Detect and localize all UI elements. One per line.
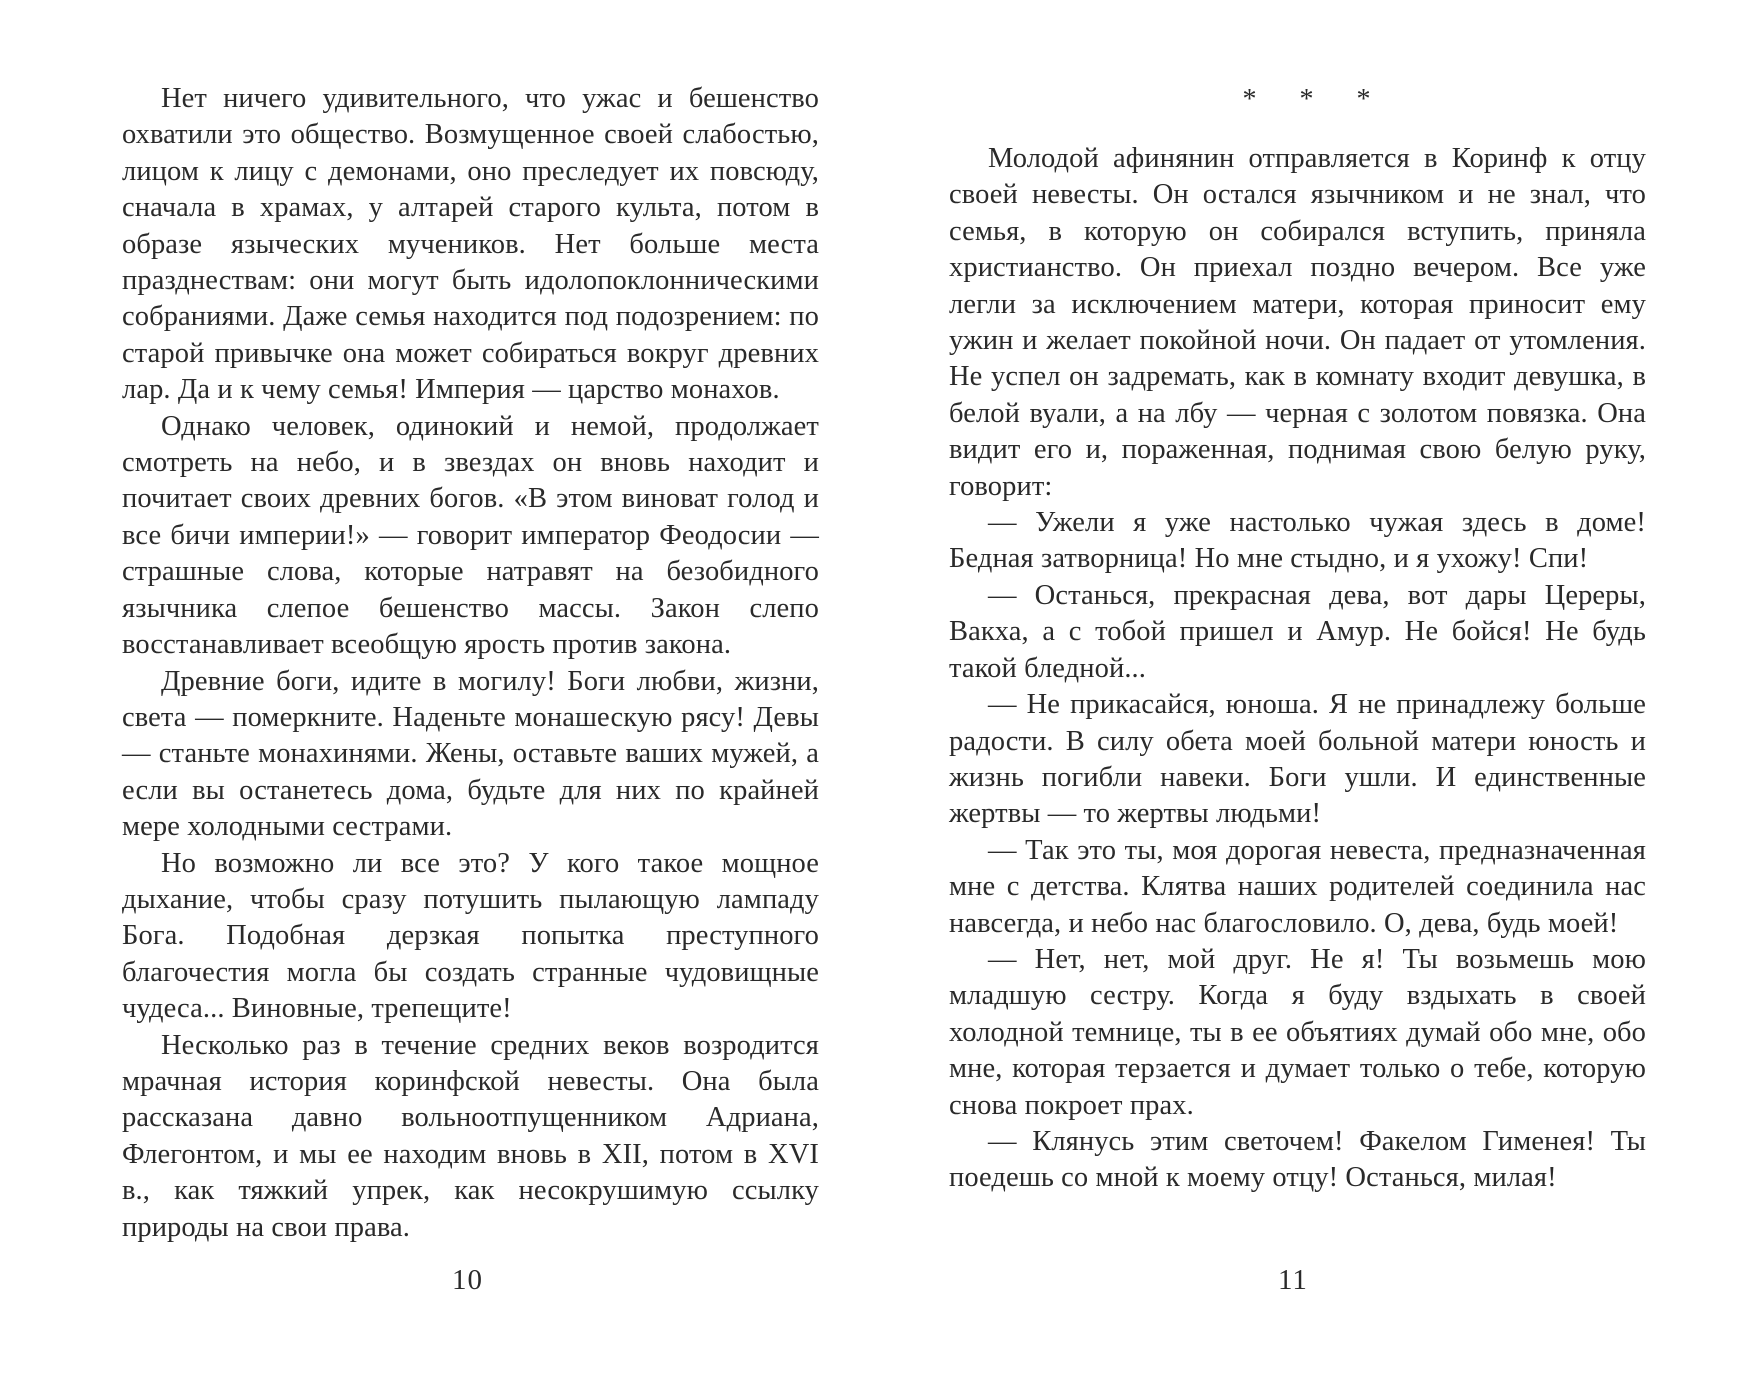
paragraph: Но возможно ли все это? У кого такое мощное дыхание, чтобы сразу потушить пылающую лампаду Бога. Подобная дерзкая попытка преступного благочестия могла бы создать странные чудовищные чудеса... Виновные, трепещите! <box>122 847 819 1025</box>
paragraph: — Не прикасайся, юноша. Я не принадлежу больше радости. В силу обета моей больной матери юность и жизнь погибли навеки. Боги ушли. И единственные жертвы — то жертвы людьми! <box>949 689 1646 830</box>
page-number: 10 <box>452 1264 483 1296</box>
paragraph: — Клянусь этим светочем! Факелом Гименея! Ты поедешь со мной к моему отцу! Останься, милая! <box>949 1125 1646 1194</box>
paragraph: — Так это ты, моя дорогая невеста, предназначенная мне с детства. Клятва наших родителей соединила нас навсегда, и небо нас благословило. О, дева, будь моей! <box>949 834 1646 939</box>
paragraph: Несколько раз в течение средних веков возродится мрачная история коринфской невесты. Она была рассказана давно вольноотпущенником Адриана, Флегонтом, и мы ее находим вновь в XII, потом в XVI в., как тяжкий упрек, как несокрушимую ссылку природы на свои права. <box>122 1029 819 1243</box>
paragraph: — Ужели я уже настолько чужая здесь в доме! Бедная затворница! Но мне стыдно, и я ухожу! Спи! <box>949 507 1646 575</box>
paragraph: Молодой афинянин отправляется в Коринф к отцу своей невесты. Он остался язычником и не знал, что семья, в которую он собирался вступить, приняла христианство. Он приехал поздно вечером. Все уже легли за исключением матери, которая приносит ему ужин и желает покойной ночи. Он падает от утомления. Не успел он задремать, как в комнату входит девушка, в белой вуали, а на лбу — черная с золотом повязка. Она видит его и, пораженная, поднимая свою белую руку, говорит: <box>949 143 1646 502</box>
page-number: 11 <box>1278 1264 1308 1296</box>
paragraph: Нет ничего удивительного, что ужас и бешенство охватили это общество. Возмущенное своей слабостью, лицом к лицу с демонами, оно преследует их повсюду, сначала в храмах, у алтарей старого культа, потом в образе языческих мучеников. Нет больше места празднествам: они могут быть идолопоклонническими собраниями. Даже семья находится под подозрением: по старой привычке она может собираться вокруг древних лар. Да и к чему семья! Империя — царство монахов. <box>122 83 819 406</box>
left-page <box>0 0 868 1376</box>
paragraph: Древние боги, идите в могилу! Боги любви, жизни, света — померкните. Наденьте монашескую рясу! Девы — станьте монахинями. Жены, оставьте ваших мужей, а если вы останетесь дома, будьте для них по крайней мере холодными сестрами. <box>122 665 819 843</box>
section-separator: * * * <box>1242 84 1389 115</box>
paragraph: Однако человек, одинокий и немой, продолжает смотреть на небо, и в звездах он вновь находит и почитает своих древних богов. «В этом виноват голод и все бичи империи!» — говорит император Феодосии — страшные слова, которые натравят на безобидного язычника слепое бешенство массы. Закон слепо восстанавливает всеобщую ярость против закона. <box>122 410 819 661</box>
paragraph: — Останься, прекрасная дева, вот дары Цереры, Вакха, а с тобой пришел и Амур. Не бойся! Не будь такой бледной... <box>949 579 1646 684</box>
right-page <box>868 0 1737 1376</box>
left-page-text <box>122 81 819 1246</box>
paragraph: — Нет, нет, мой друг. Не я! Ты возьмешь мою младшую сестру. Когда я буду вздыхать в своей холодной темнице, ты в ее объятиях думай обо мне, обо мне, которая терзается и думает только о тебе, которую снова покроет прах. <box>949 943 1646 1121</box>
right-page-text <box>949 141 1646 1197</box>
